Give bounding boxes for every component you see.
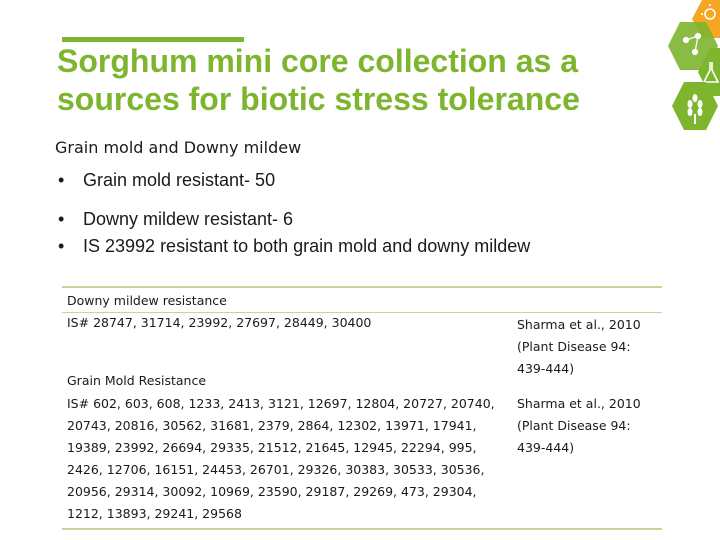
table-cell-accessions: IS# 28747, 31714, 23992, 27697, 28449, 30400: [67, 315, 372, 330]
slide-title: [57, 42, 657, 118]
table-heading-downy-mildew: Downy mildew resistance: [67, 293, 227, 308]
bullet-text: Downy mildew resistant- 6: [83, 209, 294, 229]
slide-title-line-2: sources for biotic stress tolerance: [57, 81, 580, 117]
bullet-list: [55, 170, 530, 257]
resistance-table: [62, 286, 662, 530]
slide-title-line-1: Sorghum mini core collection as a: [57, 43, 579, 79]
section-subtitle: Grain mold and Downy mildew: [55, 138, 302, 157]
table-cell-reference: Sharma et al., 2010 (Plant Disease 94: 439-444): [517, 396, 641, 455]
bullet-item: [55, 236, 530, 257]
bullet-item: [55, 170, 530, 191]
bullet-dot: •: [58, 209, 65, 229]
bullet-text: Grain mold resistant- 50: [83, 170, 276, 190]
table-heading-grain-mold: Grain Mold Resistance: [67, 373, 207, 388]
bullet-text: IS 23992 resistant to both grain mold and downy mildew: [83, 236, 531, 256]
bullet-dot: •: [58, 170, 65, 190]
bullet-item: [55, 209, 530, 230]
table-cell-reference: Sharma et al., 2010 (Plant Disease 94: 439-444): [517, 317, 641, 376]
hexagon-decoration: [640, 0, 720, 140]
table-cell-accessions: IS# 602, 603, 608, 1233, 2413, 3121, 12697, 12804, 20727, 20740, 20743, 20816, 30562, 31681, 2379, 2864, 12302, 13971, 17941, 19389, 23992, 26694, 29335, 21512, 21645, 12945, 22294, 995, 2426, 12706, 16151, 24453, 26701, 29326, 30383, 30533, 30536, 20956, 29314, 30092, 10969, 23590, 29187, 29269, 473, 29304, 1212, 13893, 29241, 29568: [67, 396, 495, 521]
bullet-dot: •: [58, 236, 65, 256]
